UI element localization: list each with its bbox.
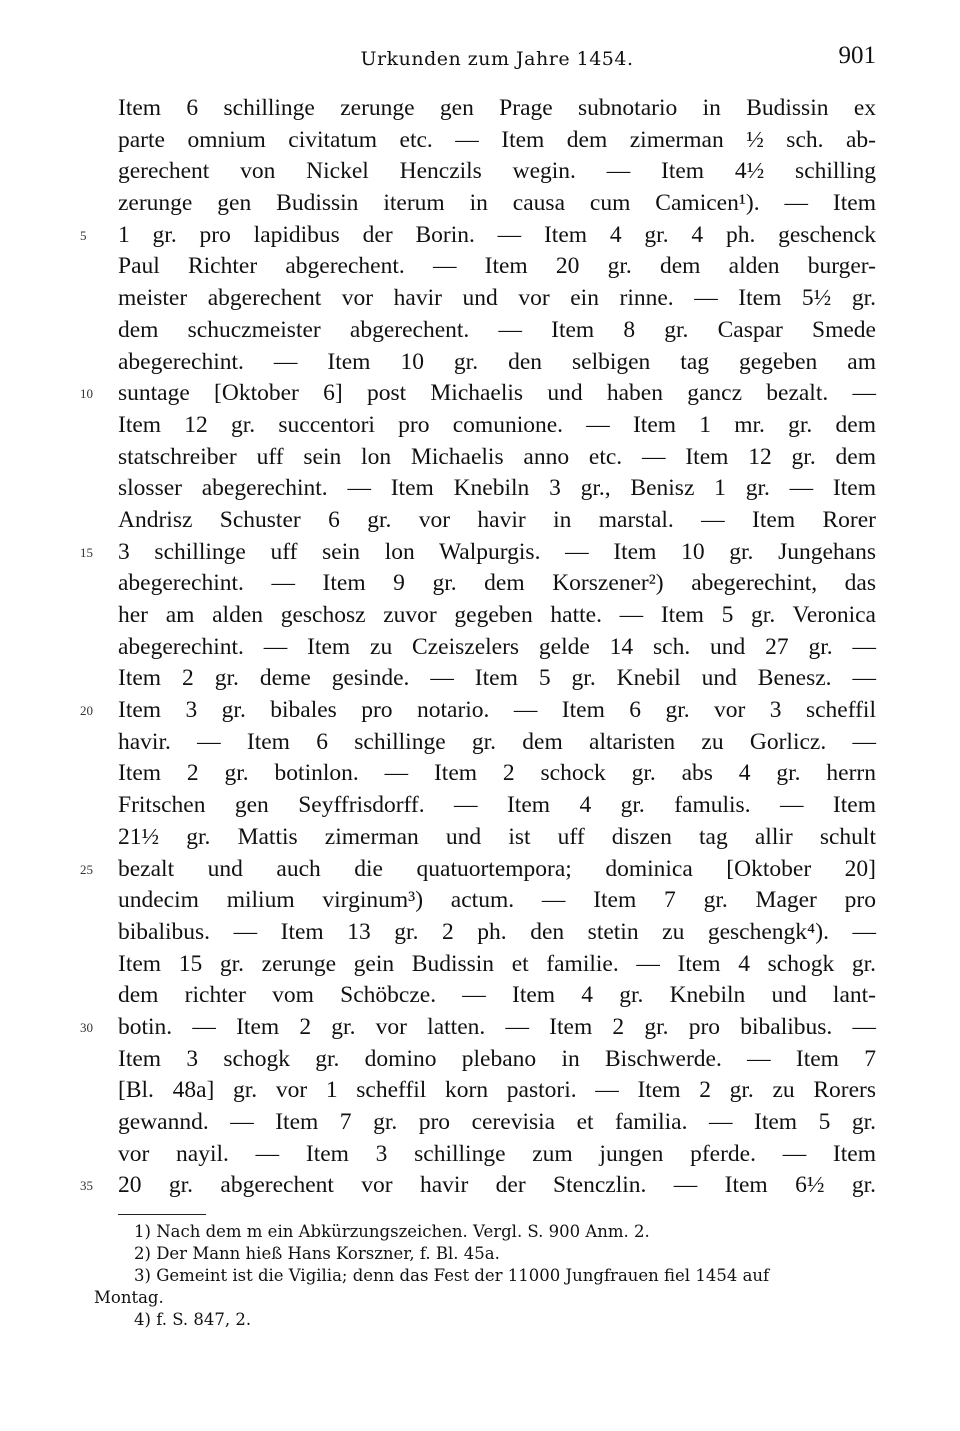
line-text: undecim milium virginum³) actum. — Item 7 gr. Mager pro — [118, 887, 876, 914]
footnote — [84, 1221, 884, 1243]
text-line — [118, 1044, 876, 1076]
text-line — [118, 125, 876, 157]
text-line — [118, 885, 876, 917]
line-text: Fritschen gen Seyffrisdorff. — Item 4 gr. famulis. — Item — [118, 792, 876, 819]
text-line — [118, 568, 876, 600]
text-line — [118, 949, 876, 981]
line-number: 35 — [80, 1178, 93, 1194]
footnote-mark: 2) — [134, 1244, 151, 1263]
line-text: meister abgerechent vor havir und vor ein rinne. — Item 5½ gr. — [118, 285, 876, 312]
text-line — [118, 283, 876, 315]
line-text: [Bl. 48a] gr. vor 1 scheffil korn pastori. — Item 2 gr. zu Rorers — [118, 1077, 876, 1104]
running-head: Urkunden zum Jahre 1454. — [360, 48, 634, 70]
line-text: dem richter vom Schöbcze. — Item 4 gr. Knebiln und lant- — [118, 982, 876, 1009]
text-line — [118, 1075, 876, 1107]
line-text: havir. — Item 6 schillinge gr. dem altaristen zu Gorlicz. — — [118, 728, 876, 755]
line-text: Andrisz Schuster 6 gr. vor havir in marstal. — Item Rorer — [118, 506, 876, 533]
line-text: Item 12 gr. succentori pro comunione. — Item 1 mr. gr. dem — [118, 411, 876, 438]
footnote-text: Montag. — [94, 1288, 164, 1307]
text-line — [118, 410, 876, 442]
line-text: statschreiber uff sein lon Michaelis anno etc. — Item 12 gr. dem — [118, 443, 876, 470]
text-line — [118, 1107, 876, 1139]
line-number: 5 — [80, 227, 87, 243]
page-header — [118, 42, 876, 78]
text-line — [80, 854, 876, 886]
line-text: abegerechint. — Item 10 gr. den selbigen tag gegeben am — [118, 348, 876, 375]
page-number: 901 — [838, 42, 876, 69]
footnote-mark: 4) — [134, 1310, 151, 1329]
text-line — [118, 442, 876, 474]
footnote-text: Gemeint ist die Vigilia; denn das Fest der 11000 Jungfrauen fiel 1454 auf — [156, 1266, 770, 1285]
text-line — [118, 315, 876, 347]
footnote — [84, 1287, 884, 1309]
text-line — [118, 251, 876, 283]
line-number: 20 — [80, 703, 93, 719]
line-text: gewannd. — Item 7 gr. pro cerevisia et familia. — Item 5 gr. — [118, 1109, 876, 1135]
line-text: slosser abegerechint. — Item Knebiln 3 gr., Benisz 1 gr. — Item — [118, 475, 876, 502]
main-text — [80, 93, 876, 1202]
line-text: vor nayil. — Item 3 schillinge zum jungen pferde. — Item — [118, 1140, 876, 1167]
text-line — [118, 822, 876, 854]
line-text: zerunge gen Budissin iterum in causa cum Camicen¹). — Item — [118, 190, 876, 217]
footnote-text: Nach dem m ein Abkürzungszeichen. Vergl. S. 900 Anm. 2. — [156, 1222, 650, 1241]
line-text: Item 3 gr. bibales pro notario. — Item 6 gr. vor 3 scheffil — [118, 697, 876, 724]
text-line — [118, 758, 876, 790]
text-line — [118, 505, 876, 537]
text-line — [80, 1012, 876, 1044]
line-text: parte omnium civitatum etc. — Item dem zimerman ½ sch. ab- — [118, 126, 876, 153]
text-line — [118, 727, 876, 759]
line-text: bibalibus. — Item 13 gr. 2 ph. den stetin zu geschengk⁴). — — [118, 918, 876, 945]
line-text: Item 6 schillinge zerunge gen Prage subnotario in Budissin ex — [118, 95, 876, 121]
line-text: 1 gr. pro lapidibus der Borin. — Item 4 gr. 4 ph. geschenck — [118, 221, 876, 248]
text-line — [118, 188, 876, 220]
footnote-text: Der Mann hieß Hans Korszner, f. Bl. 45a. — [156, 1244, 500, 1263]
line-text: 21½ gr. Mattis zimerman und ist uff diszen tag allir schult — [118, 823, 876, 850]
footnote-divider — [118, 1214, 206, 1215]
line-text: 20 gr. abgerechent vor havir der Stenczlin. — Item 6½ gr. — [118, 1172, 876, 1199]
text-line — [118, 1139, 876, 1171]
line-number: 15 — [80, 544, 93, 560]
footnote-mark: 1) — [134, 1222, 151, 1241]
line-text: suntage [Oktober 6] post Michaelis und haben gancz bezalt. — — [118, 380, 876, 407]
footnote — [84, 1243, 884, 1265]
footnotes — [84, 1221, 884, 1331]
text-line — [118, 473, 876, 505]
line-text: gerechent von Nickel Henczils wegin. — Item 4½ schilling — [118, 158, 876, 185]
footnote — [84, 1309, 884, 1331]
text-line — [80, 537, 876, 569]
text-line — [80, 1170, 876, 1202]
line-text: Paul Richter abgerechent. — Item 20 gr. dem alden burger- — [118, 253, 876, 280]
line-text: Item 15 gr. zerunge gein Budissin et familie. — Item 4 schogk gr. — [118, 950, 876, 977]
line-text: 3 schillinge uff sein lon Walpurgis. — Item 10 gr. Jungehans — [118, 538, 876, 565]
line-text: her am alden geschosz zuvor gegeben hatte. — Item 5 gr. Veronica — [118, 602, 876, 628]
text-line — [118, 980, 876, 1012]
line-text: dem schuczmeister abgerechent. — Item 8 gr. Caspar Smede — [118, 316, 876, 343]
line-text: Item 2 gr. deme gesinde. — Item 5 gr. Knebil und Benesz. — — [118, 665, 876, 692]
line-text: abegerechint. — Item zu Czeiszelers gelde 14 sch. und 27 gr. — — [118, 633, 876, 660]
text-line — [118, 663, 876, 695]
text-line — [118, 156, 876, 188]
text-line — [118, 347, 876, 379]
text-line — [118, 790, 876, 822]
text-line — [118, 632, 876, 664]
text-line — [118, 917, 876, 949]
line-number: 10 — [80, 386, 93, 402]
line-text: Item 3 schogk gr. domino plebano in Bischwerde. — Item 7 — [118, 1045, 876, 1072]
line-number: 30 — [80, 1019, 93, 1035]
footnote-mark: 3) — [134, 1266, 151, 1285]
text-line — [118, 93, 876, 125]
text-line — [80, 220, 876, 252]
line-text: botin. — Item 2 gr. vor latten. — Item 2 gr. pro bibalibus. — — [118, 1013, 876, 1040]
text-line — [118, 600, 876, 632]
footnote — [84, 1265, 884, 1287]
footnote-text: f. S. 847, 2. — [156, 1310, 252, 1329]
text-line — [80, 695, 876, 727]
line-number: 25 — [80, 861, 93, 877]
line-text: bezalt und auch die quatuortempora; dominica [Oktober 20] — [118, 855, 876, 882]
line-text: abegerechint. — Item 9 gr. dem Korszener²) abegerechint, das — [118, 570, 876, 597]
line-text: Item 2 gr. botinlon. — Item 2 schock gr. abs 4 gr. herrn — [118, 760, 876, 787]
text-line — [80, 378, 876, 410]
